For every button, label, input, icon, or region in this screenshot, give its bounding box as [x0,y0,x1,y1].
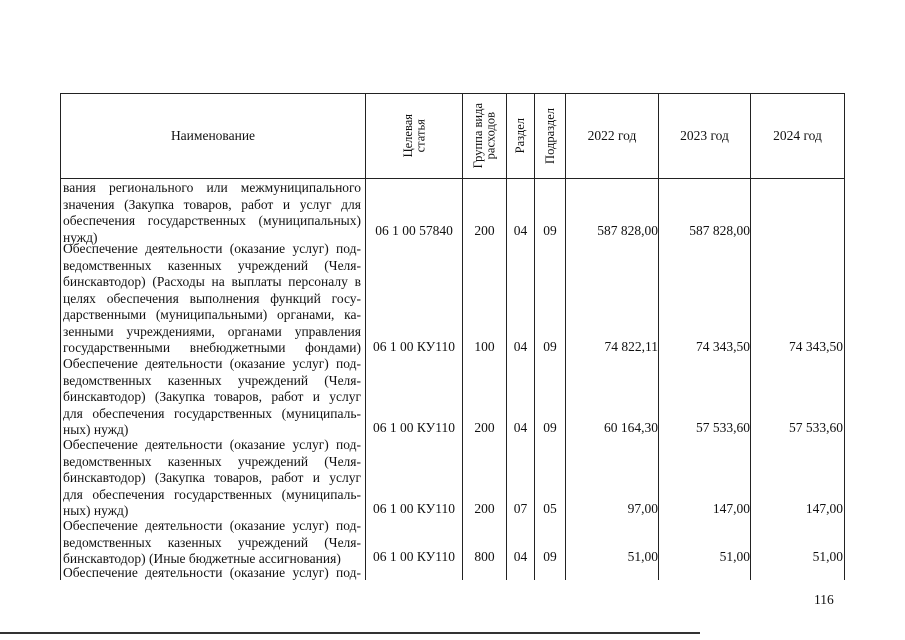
cell-2023: 57 533,60 [696,420,750,435]
description-line: Обеспечение деятельности (оказание услуг) под- [63,518,361,533]
description-line: ведомственных казенных учреждений (Челя- [63,257,361,273]
description-line: дарственными (муниципальными) органами, ка- [63,307,361,322]
cell-subsection: 09 [543,420,557,435]
cell-section: 04 [513,420,528,435]
description-line: Обеспечение деятельности (оказание услуг) под- [63,437,361,452]
description-line: бинскавтодор) (Закупка товаров, работ и услуг [63,389,361,404]
header-year-2024: 2024 год [773,128,822,143]
description-line: ных) нужд) [63,422,129,437]
row-description [63,518,361,568]
description-line: ведомственных казенных учреждений (Челя- [63,534,361,550]
cell-target-article: 06 1 00 57840 [375,223,453,238]
cell-2022: 74 822,11 [604,339,658,354]
page-number: 116 [814,592,834,607]
cell-2023: 147,00 [712,501,750,516]
description-line: Обеспечение деятельности (оказание услуг) под- [63,241,361,256]
description-line: значения (Закупка товаров, работ и услуг для [63,196,361,212]
header-divider [60,178,845,179]
description-line: ведомственных казенных учреждений (Челя- [63,453,361,469]
description-line: вания регионального или межмуниципального [63,180,361,195]
row-description [63,565,361,582]
description-line: целях обеспечения выполнения функций госу- [63,290,361,306]
description-line: для обеспечения государственных (муниципаль- [63,405,361,421]
cell-2022: 587 828,00 [597,223,658,238]
cell-section: 07 [513,501,528,516]
cell-2024: 57 533,60 [789,420,843,435]
cell-target-article: 06 1 00 КУ110 [373,501,455,516]
cell-2024: 74 343,50 [789,339,843,354]
row-description [63,356,361,439]
cell-expense-group: 200 [474,420,495,435]
cell-2024 [751,223,843,239]
description-line: обеспечения государственных (муниципальных) [63,213,361,228]
description-line: бинскавтодор) (Расходы на выплаты персоналу в [63,274,361,289]
description-line: Обеспечение деятельности (оказание услуг) под- [63,565,361,580]
cell-2022: 51,00 [627,549,658,564]
cell-section: 04 [513,339,528,354]
cell-subsection: 09 [543,223,557,238]
header-subsection: Подраздел [542,108,557,164]
cell-subsection: 09 [543,549,557,564]
row-description [63,437,361,520]
description-line: бинскавтодор) (Иные бюджетные ассигнования) [63,551,341,566]
cell-section: 04 [513,223,528,238]
row-description [63,180,361,246]
cell-expense-group: 100 [474,339,495,354]
cell-expense-group: 200 [474,501,495,516]
cell-subsection: 05 [543,501,557,516]
header-section: Раздел [513,118,528,154]
cell-section: 04 [513,549,528,564]
header-year-2022: 2022 год [587,128,637,143]
cell-expense-group: 200 [474,223,495,238]
description-line: нужд) [63,229,98,245]
description-line: для обеспечения государственных (муниципаль- [63,486,361,502]
header-name: Наименование [170,128,256,143]
cell-2022: 97,00 [627,501,658,516]
row-description [63,241,361,357]
cell-target-article: 06 1 00 КУ110 [373,339,455,354]
footer-rule [0,632,700,634]
cell-2023: 74 343,50 [696,339,750,354]
cell-2022: 60 164,30 [604,420,658,435]
cell-2024: 147,00 [805,501,843,516]
description-line: ведомственных казенных учреждений (Челя- [63,372,361,388]
header-year-2023: 2023 год [680,128,729,143]
cell-2023: 587 828,00 [689,223,750,238]
cell-2023: 51,00 [719,549,750,564]
cell-target-article: 06 1 00 КУ110 [373,420,455,435]
description-line: зенными учреждениями, органами управления [63,323,361,339]
description-line: бинскавтодор) (Закупка товаров, работ и услуг [63,470,361,485]
cell-2024: 51,00 [812,549,843,564]
header-target-article: Целевая статья [400,114,427,158]
cell-expense-group: 800 [474,549,495,564]
cell-target-article: 06 1 00 КУ110 [373,549,455,564]
description-line: государственными внебюджетными фондами) [63,340,361,355]
description-line: ных) нужд) [63,503,129,518]
cell-subsection: 09 [543,339,557,354]
header-expense-group: Группа вида расходов [471,103,498,169]
description-line: Обеспечение деятельности (оказание услуг) под- [63,356,361,371]
